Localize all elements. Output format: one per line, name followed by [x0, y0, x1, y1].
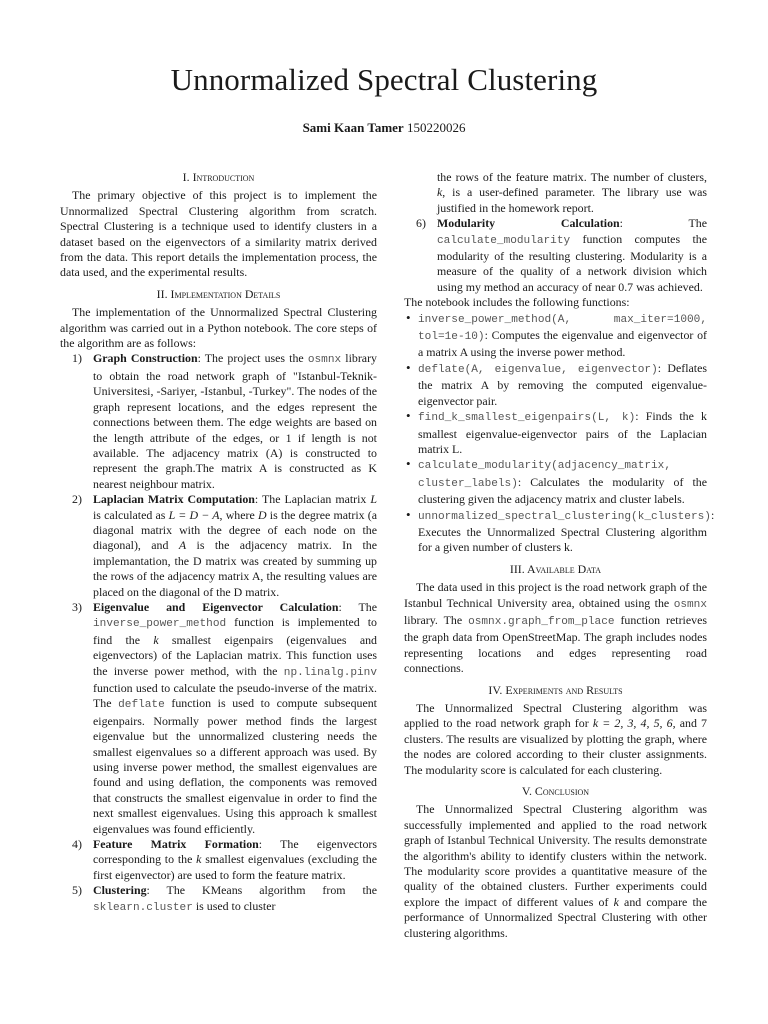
bullet-icon: • [406, 408, 411, 424]
function-description: : Finds the k smallest eigenvalue-eigenvector pairs of the Laplacian matrix L. [418, 409, 707, 456]
function-item [404, 457, 707, 507]
step-title: Graph Construction [93, 351, 198, 366]
bullet-icon: • [406, 506, 411, 522]
step-modularity [404, 216, 707, 295]
code-inline: inverse_power_method [93, 618, 227, 631]
para-text: and compare the performance of Unnormalized Spectral Clustering with other clustering algorithms. [404, 894, 707, 940]
step-text: smallest eigenvalues (excluding the first eigenvector) are used to form the feature matrix. [93, 852, 377, 882]
step-title: Laplacian Matrix Computation [93, 492, 255, 507]
left-column [60, 170, 377, 916]
bullet-icon: • [406, 309, 411, 325]
function-item [404, 409, 707, 457]
step-title: Eigenvalue and Eigenvector Calculation [93, 599, 339, 614]
algorithm-steps-list-continued [404, 170, 707, 295]
author-line [0, 120, 768, 136]
step-text: function used to calculate the pseudo-inverse of the matrix. The [93, 681, 377, 711]
section-heading-conclusion: V. Conclusion [521, 784, 590, 799]
author-student-id: 150220026 [406, 120, 466, 135]
code-inline: osmnx [307, 354, 342, 367]
experiments-paragraph [404, 701, 707, 778]
step-text: library to obtain the road network graph of "Istanbul-Teknik-Universitesi, -Sariyer, -Istanbul, -Turkey". The nodes of the graph represent locations, and the edges represent the connections between them. The edge weights are based on the length attribute of the edges, or 1 if length is not available. The adjacency matrix (A) is constructed to represent the graph.The matrix A is constructed as K nearest neighbour matrix. [93, 351, 377, 491]
step-clustering-continued [404, 170, 707, 216]
math-inline: A [178, 538, 187, 553]
right-column [404, 170, 715, 941]
function-item [404, 506, 715, 556]
step-text: , is a user-defined parameter. The library use was justified in the homework report. [437, 185, 707, 215]
step-text-continued-right: is used to cluster [192, 898, 276, 913]
function-list [404, 309, 715, 556]
step-clustering [60, 883, 377, 916]
function-signature: deflate(A, eigenvalue, eigenvector) [418, 363, 658, 376]
math-inline: k [153, 632, 159, 647]
step-text: : The KMeans algorithm from the [146, 883, 377, 898]
functions-intro: The notebook includes the following functions: [404, 295, 630, 310]
step-text: the rows of the feature matrix. The number of clusters, [437, 170, 707, 184]
step-text: : The eigenvectors corresponding to the [93, 837, 377, 867]
step-text: smallest eigenpairs (eigenvalues and eigenvectors) of the Laplacian matrix. This function uses the inverse power method, with the [93, 632, 377, 678]
bullet-icon: • [406, 359, 411, 375]
step-text: function is implemented to find the [93, 615, 377, 647]
function-item [404, 361, 707, 409]
function-description: : Calculates the modularity of the clustering given the adjacency matrix and cluster labels. [418, 474, 707, 507]
math-inline: L = D − A [168, 507, 220, 522]
step-number: 2) [72, 492, 82, 507]
algorithm-steps-list [60, 351, 377, 916]
step-text: is the adjacency matrix. In the implemantation, the D matrix was created by summing up the rows of the adjacency matrix A, the resulting values are placed on the diagonal of the D matrix. [93, 538, 377, 599]
code-inline: deflate [118, 699, 165, 712]
section-heading-implementation: II. Implementation Details [156, 286, 281, 301]
para-text: library. The [404, 612, 469, 627]
section-heading-experiments: IV. Experiments and Results [488, 682, 623, 697]
section-heading-introduction: I. Introduction [182, 170, 255, 184]
step-text: is calculated as [93, 507, 169, 522]
step-laplacian-matrix [60, 492, 377, 600]
code-inline: sklearn.cluster [93, 901, 193, 914]
step-text: : The [619, 216, 707, 231]
step-title: Clustering [93, 883, 147, 898]
para-text: The Unnormalized Spectral Clustering algorithm was applied to the road network graph for [404, 701, 707, 731]
author-name: Sami Kaan Tamer [302, 120, 404, 135]
code-inline: osmnx [673, 598, 707, 611]
step-title: Modularity Calculation [437, 216, 620, 231]
math-inline: k [437, 185, 443, 200]
section-heading-available-data: III. Available Data [509, 561, 602, 576]
function-description: : Executes the Unnormalized Spectral Clustering algorithm for a given number of clusters k. [418, 507, 715, 555]
step-eigen-calculation [60, 600, 377, 837]
function-signature: inverse_power_method(A, max_iter=1000, tol=1e-10) [418, 313, 707, 344]
introduction-paragraph: The primary objective of this project is to implement the Unnormalized Spectral Clustering algorithm from scratch. Spectral Clustering is a technique used to identify clusters in a dataset based on the eigenvectors of a similarity matrix derived from the data. This report details the implementation process, the data used, and the experimental results. [60, 188, 377, 280]
step-text: function computes the modularity of the resulting clustering. Modularity is a measure of the quality of a network division which using my method an accuracy of near 0.7 was achieved. [437, 231, 707, 294]
math-inline: k [196, 852, 202, 867]
step-text: : The [338, 599, 377, 614]
step-number: 4) [72, 837, 82, 852]
step-text: function is used to compute subsequent eigenpairs. Normally power method finds the largest eigenvalue but the unnormalized clustering needs the smallest eigenvalues so a different approach was used. By using inverse power method, the smallest eigenvalues are found and using deflation, the components was removed that constructs the smallest eigenvalue in order to find the next smallest eigenvalues. Using this approach k smallest eigenvalues was found efficiently. [93, 696, 377, 836]
step-feature-matrix [60, 837, 377, 883]
function-signature: unnormalized_spectral_clustering(k_clusters) [418, 510, 711, 523]
code-inline: osmnx.graph_from_place [468, 615, 615, 628]
step-graph-construction [60, 351, 377, 492]
step-number: 1) [72, 351, 82, 366]
step-title: Feature Matrix Formation [93, 837, 259, 852]
bullet-icon: • [406, 456, 411, 472]
paper-title: Unnormalized Spectral Clustering [170, 62, 598, 97]
step-text: : The project uses the [197, 351, 308, 366]
function-description: : Deflates the matrix A by removing the computed eigenvalue-eigenvector pair. [418, 360, 708, 408]
available-data-paragraph [404, 580, 707, 676]
math-inline: L [370, 492, 377, 507]
function-signature: calculate_modularity(adjacency_matrix, cluster_labels) [418, 460, 671, 490]
step-text: : The Laplacian matrix [254, 492, 371, 507]
step-number: 3) [72, 599, 82, 614]
step-text: , where [219, 507, 258, 522]
conclusion-paragraph [404, 802, 707, 941]
implementation-intro-paragraph: The implementation of the Unnormalized Spectral Clustering algorithm was carried out in a Python notebook. The core steps of the algorithm are as follows: [60, 305, 377, 351]
math-inline: k [613, 894, 619, 909]
function-signature: find_k_smallest_eigenpairs(L, k) [418, 412, 636, 425]
math-inline: D [257, 507, 267, 522]
para-text: function retrieves the graph data from OpenStreetMap. The graph includes nodes representing locations and edges representing road connections. [404, 612, 707, 676]
para-text: and 7 clusters. The results are visualized by plotting the graph, where the nodes are colored according to their cluster assignments. The modularity score is calculated for each clustering. [404, 716, 707, 777]
para-text: The Unnormalized Spectral Clustering algorithm was successfully implemented and applied to the road network graph of Istanbul Technical University. The results demonstrate the algorithm's ability to identify clusters within the network. The modularity score provides a quantitative measure of the quality of the obtained clusters. Further experiments could explore the impact of different values of [404, 802, 707, 909]
step-number: 6) [416, 216, 426, 231]
code-inline: np.linalg.pinv [283, 666, 377, 679]
step-text: is the degree matrix (a diagonal matrix with the degree of each node on the diagonal), and [93, 507, 378, 553]
code-inline: calculate_modularity [437, 234, 571, 247]
function-item [404, 311, 707, 361]
math-inline: k = 2, 3, 4, 5, 6, [592, 716, 676, 731]
function-description: : Computes the eigenvalue and eigenvector of a matrix A using the inverse power method. [418, 328, 707, 360]
para-text: The data used in this project is the road network graph of the Istanbul Technical University area, obtained using the [404, 580, 707, 610]
step-number: 5) [72, 883, 82, 898]
